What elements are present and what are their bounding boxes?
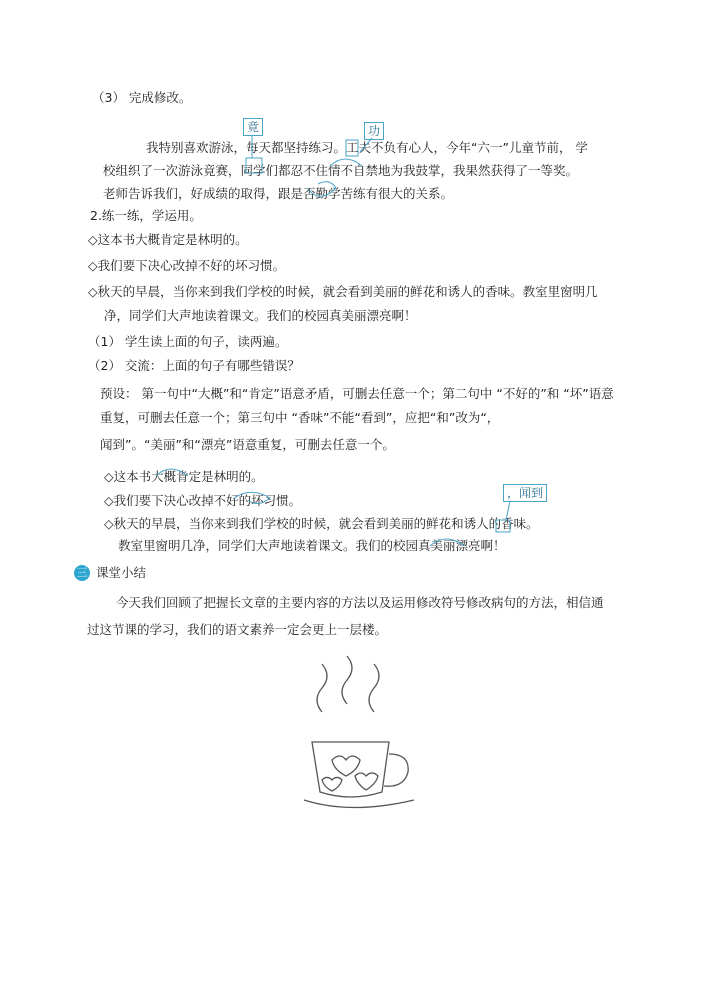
summary-line-2: 过这节课的学习，我们的语文素养一定会更上一层楼。 (87, 622, 388, 637)
step3-label: （3） 完成修改。 (92, 90, 192, 105)
summary-line-1: 今天我们回顾了把握长文章的主要内容的方法以及运用修改符号修改病句的方法，相信通 (116, 595, 604, 610)
corrected-item-3: ◇秋天的早晨，当你来到我们学校的时候，就会看到美丽的鲜花和诱人的香味。 (104, 516, 539, 531)
preset-line-2: 重复，可删去任意一个；第三句中 “香味”不能“看到”，应把“和”改为“， (100, 410, 500, 425)
corrected-item-3-cont: 教室里窗明几净，同学们大声地读着课文。我们的校园真美丽漂亮啊！ (118, 538, 506, 553)
question-2: （2） 交流：上面的句子有哪些错误？ (88, 358, 300, 373)
correction-box-3: ，闻到 (503, 484, 547, 502)
example-line-1: 我特别喜欢游泳，每天都坚持练习。工夫不负有心人，今年“六一”儿童节前， 学 (146, 140, 588, 155)
practice-heading: 2.练一练，学运用。 (90, 208, 202, 223)
example-line-3: 老师告诉我们，好成绩的取得，跟是否勤学苦练有很大的关系。 (103, 186, 454, 201)
practice-item-2: ◇我们要下决心改掉不好的坏习惯。 (88, 258, 286, 273)
teacup-icon (304, 656, 414, 808)
correction-box-1: 竟 (243, 118, 263, 136)
example-line-2: 校组织了一次游泳竟赛，同学们都忍不住情不自禁地为我鼓掌，我果然获得了一等奖。 (103, 163, 579, 178)
corrected-item-1: ◇这本书大概肯定是林明的。 (104, 469, 264, 484)
question-1: （1） 学生读上面的句子，读两遍。 (88, 334, 288, 349)
preset-line-3: 闻到”。“美丽”和“漂亮”语意重复，可删去任意一个。 (100, 437, 395, 452)
practice-item-1: ◇这本书大概肯定是林明的。 (88, 232, 248, 247)
correction-box-2: 功 (364, 122, 384, 140)
corrected-item-2: ◇我们要下决心改掉不好的坏习惯。 (104, 493, 302, 508)
practice-item-3: ◇秋天的早晨，当你来到我们学校的时候，就会看到美丽的鲜花和诱人的香味。教室里窗明几 (88, 284, 598, 299)
section-badge: 三 (74, 565, 90, 581)
summary-title: 课堂小结 (96, 565, 147, 580)
preset-line-1: 预设： 第一句中“大概”和“肯定”语意矛盾，可删去任意一个；第二句中 “不好的”和 “坏”语意 (100, 386, 614, 401)
practice-item-3-cont: 净，同学们大声地读着课文。我们的校园真美丽漂亮啊！ (104, 308, 417, 323)
